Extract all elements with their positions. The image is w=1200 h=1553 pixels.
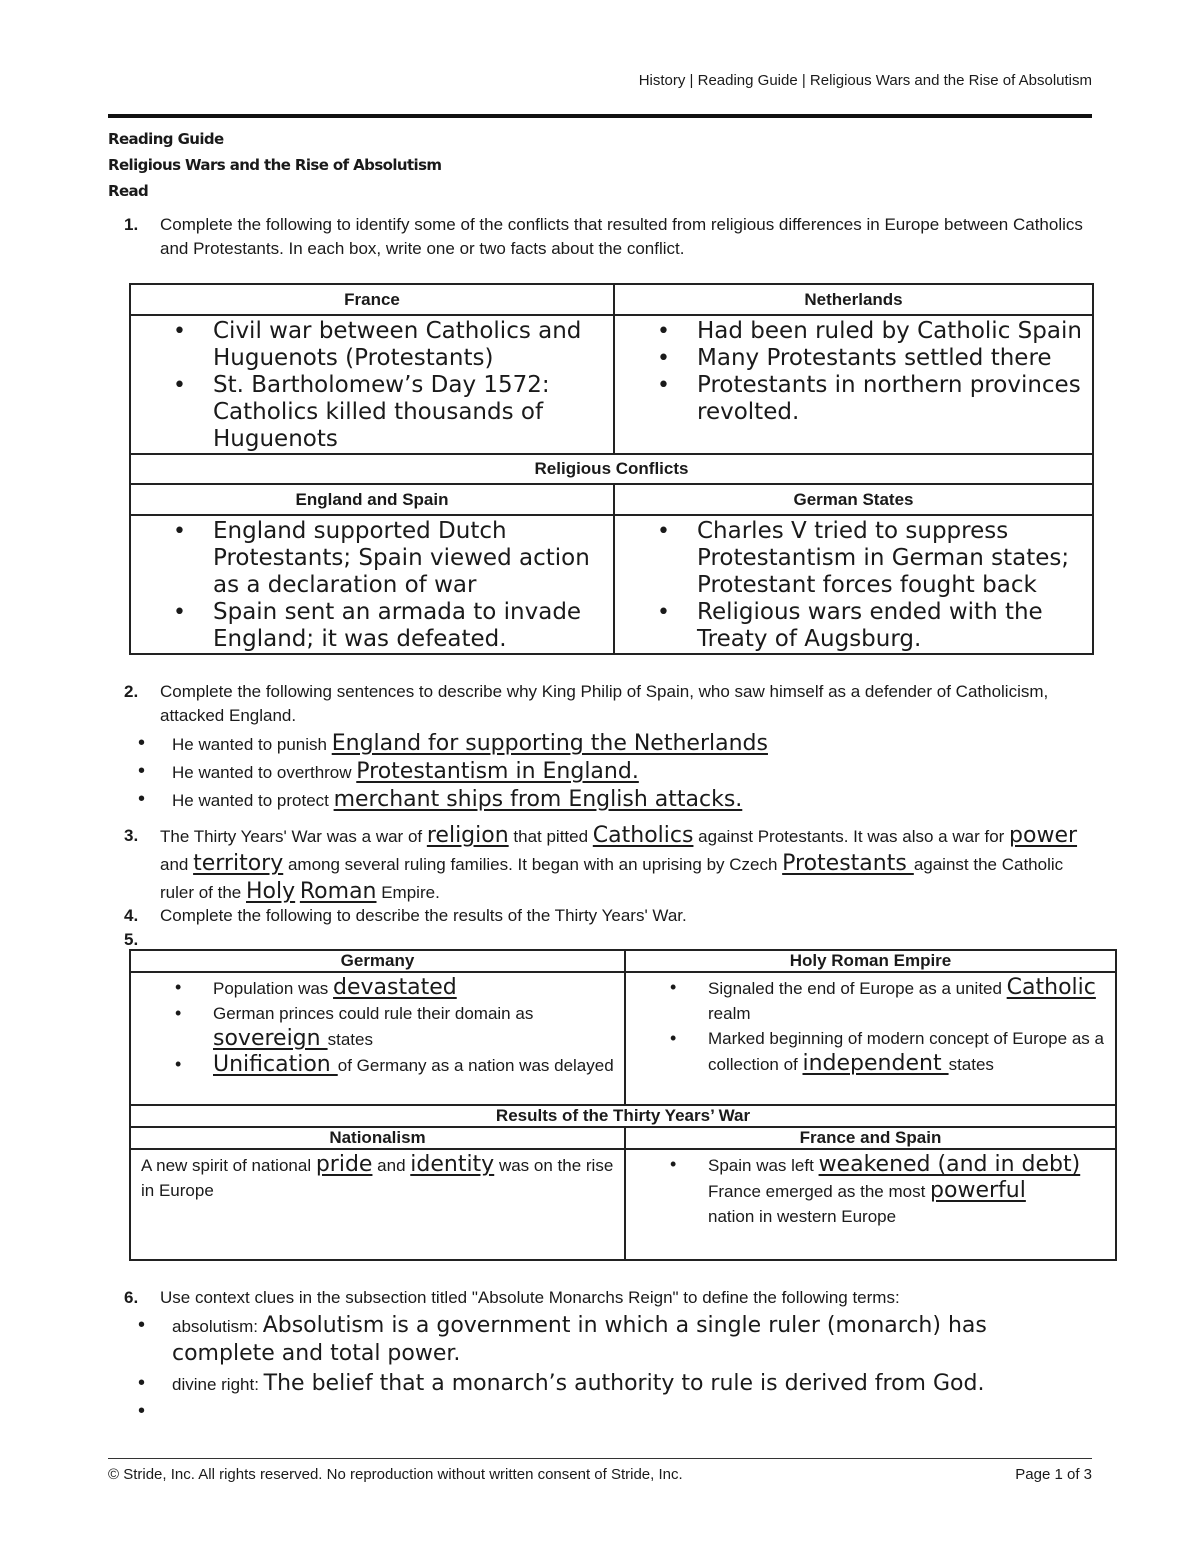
- list-item: [626, 1026, 1115, 1077]
- german-states-cell[interactable]: [614, 515, 1093, 654]
- section-read: Read: [108, 182, 149, 200]
- france-spain-header: France and Spain: [625, 1127, 1116, 1149]
- list-item: [131, 1001, 624, 1052]
- page-header: History | Reading Guide | Religious Wars and the Rise of Absolutism: [638, 72, 1092, 89]
- text-span: realm: [708, 1004, 751, 1023]
- question-text: Use context clues in the subsection titled "Absolute Monarchs Reign" to define the following terms:: [160, 1288, 900, 1307]
- thirty-years-war-results-table: [129, 949, 1117, 1261]
- text-span: that pitted: [508, 827, 593, 846]
- list-item: [120, 1370, 1092, 1398]
- list-item: [131, 975, 624, 1001]
- answer-text[interactable]: Protestantism in England.: [356, 759, 639, 784]
- list-item: • Spain sent an armada to invade England; it was defeated.: [131, 599, 613, 653]
- empty-list-item[interactable]: [120, 1398, 1092, 1425]
- france-note: [626, 1178, 1115, 1229]
- netherlands-cell[interactable]: [614, 315, 1093, 454]
- list-item: [120, 758, 1092, 786]
- germany-cell[interactable]: [130, 972, 625, 1105]
- text-span: of Germany as a nation was delayed: [337, 1056, 614, 1075]
- england-spain-cell[interactable]: [130, 515, 614, 654]
- question-3: [124, 822, 1092, 906]
- answer-text[interactable]: Catholics: [592, 823, 694, 848]
- answer-text[interactable]: Roman: [299, 879, 377, 904]
- answer-text[interactable]: Protestants: [782, 851, 914, 876]
- england-spain-header: England and Spain: [130, 484, 614, 515]
- footer: [108, 1466, 1092, 1483]
- doc-type-title: Reading Guide: [108, 130, 224, 148]
- german-states-header: German States: [614, 484, 1093, 515]
- answer-text[interactable]: merchant ships from English attacks.: [333, 787, 743, 812]
- answer-text[interactable]: weakened (and in debt): [818, 1152, 1081, 1177]
- question-number: 5.: [124, 930, 139, 949]
- question-4: [124, 904, 1092, 928]
- list-item: [626, 975, 1115, 1026]
- text-span: A new spirit of national: [141, 1156, 316, 1175]
- question-2: [124, 680, 1092, 814]
- list-item: • Many Protestants settled there: [615, 345, 1092, 372]
- header-rule: [108, 114, 1092, 118]
- question-number: 2.: [124, 682, 139, 701]
- definition-text[interactable]: The belief that a monarch’s authority to rule is derived from God.: [263, 1371, 985, 1396]
- question-text: Complete the following to identify some of the conflicts that resulted from religious differences in Europe between Catholics and Protestants. In each box, write one or two facts about the conflict.: [160, 215, 1083, 258]
- answer-text[interactable]: religion: [426, 823, 509, 848]
- list-item: • St. Bartholomew’s Day 1572: Catholics killed thousands of Huguenots: [131, 372, 613, 453]
- answer-text[interactable]: England for supporting the Netherlands: [331, 731, 768, 756]
- answer-text[interactable]: identity: [410, 1152, 495, 1177]
- footer-rule: [108, 1458, 1092, 1459]
- list-item: • England supported Dutch Protestants; Spain viewed action as a declaration of war: [131, 518, 613, 599]
- text-span: Spain was left: [708, 1156, 819, 1175]
- term-label: absolutism:: [172, 1317, 263, 1336]
- list-item: [131, 1052, 624, 1078]
- answer-text[interactable]: devastated: [333, 975, 457, 1000]
- text-span: among several ruling families. It began with an uprising by Czech: [283, 855, 783, 874]
- text-span: against the Catholic ruler of the: [160, 855, 1064, 902]
- answer-text[interactable]: Catholic: [1006, 975, 1096, 1000]
- list-item: • Civil war between Catholics and Huguenots (Protestants): [131, 318, 613, 372]
- prompt-text: He wanted to protect: [172, 791, 334, 810]
- prompt-text: He wanted to overthrow: [172, 763, 357, 782]
- table-center-label: Religious Conflicts: [130, 454, 1093, 484]
- question-number: 6.: [124, 1288, 139, 1307]
- question-text: Complete the following to describe the results of the Thirty Years' War.: [160, 906, 687, 925]
- answer-text[interactable]: Unification: [213, 1052, 338, 1077]
- answer-text[interactable]: independent: [802, 1051, 949, 1076]
- question-number: 3.: [124, 826, 139, 845]
- term-label: divine right:: [172, 1375, 264, 1394]
- nationalism-cell[interactable]: [130, 1149, 625, 1260]
- answer-text[interactable]: sovereign: [213, 1026, 328, 1051]
- list-item: [120, 1312, 1092, 1368]
- question-6: [124, 1286, 1092, 1425]
- question-text: [160, 822, 1092, 906]
- page-number: Page 1 of 3: [1015, 1466, 1092, 1483]
- text-span: was on the rise in Europe: [141, 1156, 614, 1200]
- question-number: 4.: [124, 906, 139, 925]
- lesson-title: Religious Wars and the Rise of Absolutism: [108, 156, 442, 174]
- list-item: [120, 730, 1092, 758]
- text-span: Empire.: [376, 883, 440, 902]
- table-center-label: Results of the Thirty Years’ War: [130, 1105, 1116, 1127]
- text-span: against Protestants. It was also a war for: [693, 827, 1010, 846]
- list-item: • Charles V tried to suppress Protestantism in German states; Protestant forces fought back: [615, 518, 1092, 599]
- nationalism-header: Nationalism: [130, 1127, 625, 1149]
- text-span: states: [948, 1055, 994, 1074]
- list-item: [120, 786, 1092, 814]
- list-item: • Protestants in northern provinces revolted.: [615, 372, 1092, 426]
- text-span: France emerged as the most: [708, 1182, 931, 1201]
- france-cell[interactable]: [130, 315, 614, 454]
- text-span: nation in western Europe: [708, 1207, 897, 1226]
- answer-text[interactable]: Holy: [246, 879, 296, 904]
- copyright-text: © Stride, Inc. All rights reserved. No reproduction without written consent of Stride, Inc.: [108, 1466, 683, 1483]
- question-text: Complete the following sentences to describe why King Philip of Spain, who saw himself as a defender of Catholicism, attacked England.: [160, 682, 1049, 725]
- list-item: • Religious wars ended with the Treaty of Augsburg.: [615, 599, 1092, 653]
- germany-header: Germany: [130, 950, 625, 972]
- title-block: [108, 130, 441, 208]
- question-1: [124, 213, 1092, 261]
- list-item: [626, 1152, 1115, 1178]
- answer-text[interactable]: pride: [315, 1152, 373, 1177]
- text-span: Population was: [213, 979, 334, 998]
- france-header: France: [130, 284, 614, 315]
- answer-text[interactable]: power: [1009, 823, 1078, 848]
- list-item: • Had been ruled by Catholic Spain: [615, 318, 1092, 345]
- religious-conflicts-table: [129, 283, 1094, 655]
- hre-cell[interactable]: [625, 972, 1116, 1105]
- question-number: 1.: [124, 215, 139, 234]
- answer-text[interactable]: powerful: [930, 1178, 1026, 1203]
- text-span: and: [160, 855, 194, 874]
- text-span: states: [327, 1030, 373, 1049]
- prompt-text: He wanted to punish: [172, 735, 332, 754]
- netherlands-header: Netherlands: [614, 284, 1093, 315]
- hre-header: Holy Roman Empire: [625, 950, 1116, 972]
- text-span: Signaled the end of Europe as a united: [708, 979, 1007, 998]
- answer-text[interactable]: territory: [193, 851, 284, 876]
- text-span: and: [372, 1156, 411, 1175]
- text-span: Marked beginning of modern concept of Europe as a collection of: [708, 1029, 1104, 1074]
- text-span: German princes could rule their domain as: [213, 1004, 534, 1023]
- definition-text[interactable]: Absolutism is a government in which a single ruler (monarch) has complete and total power.: [172, 1313, 987, 1366]
- france-spain-cell[interactable]: [625, 1149, 1116, 1260]
- text-span: The Thirty Years' War was a war of: [160, 827, 427, 846]
